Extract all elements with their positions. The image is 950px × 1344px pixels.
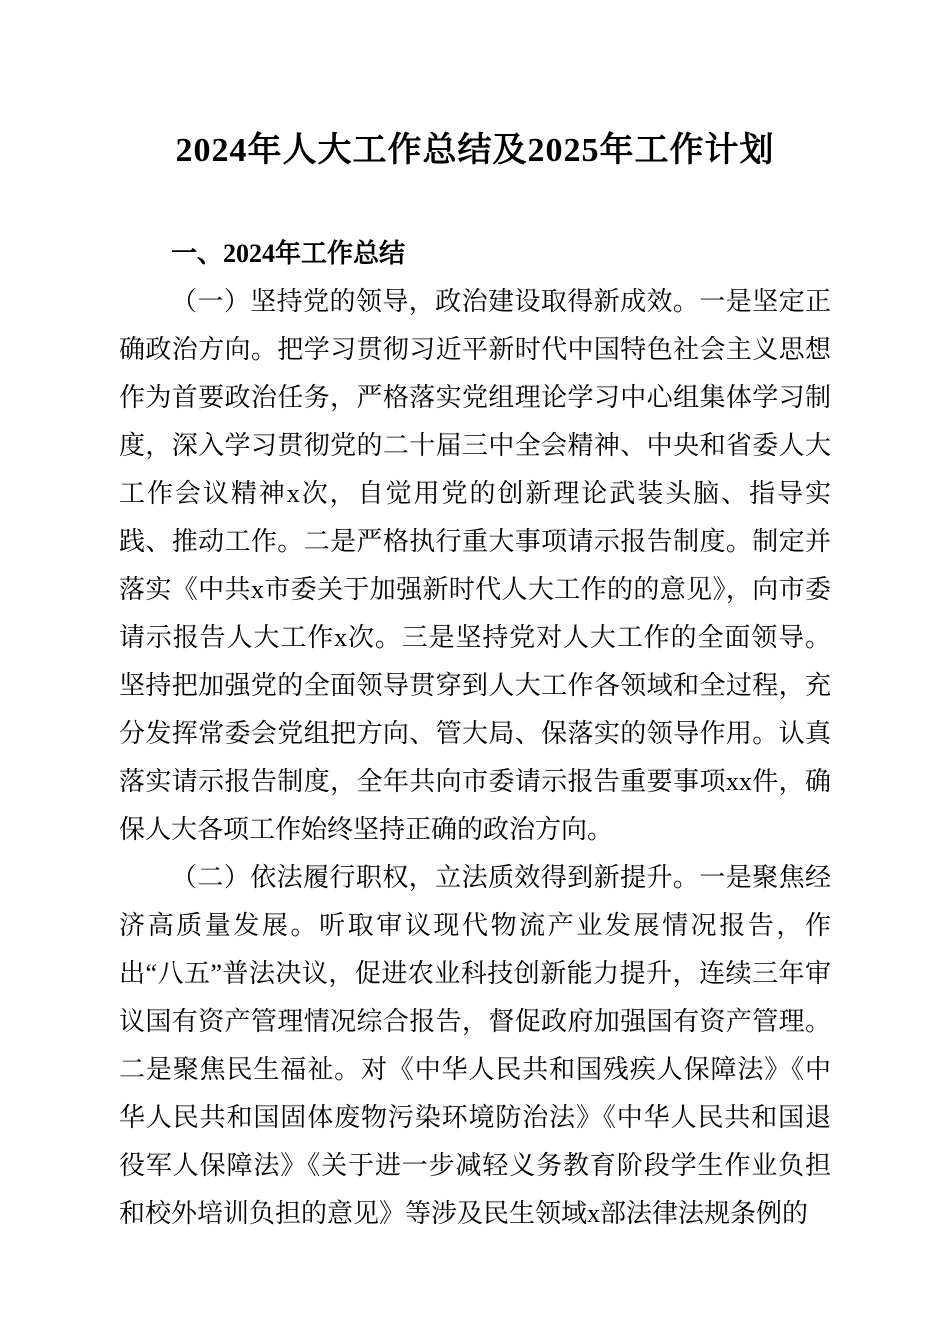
section-2024-work-summary xyxy=(119,230,831,1238)
paragraph-legislation-quality: （二）依法履行职权，立法质效得到新提升。一是聚焦经济高质量发展。听取审议现代物流产业发展情况报告，作出“八五”普法决议，促进农业科技创新能力提升，连续三年审议国有资产管理情况综合报告，督促政府加强国有资产管理。二是聚焦民生福祉。对《中华人民共和国残疾人保障法》《中华人民共和国固体废物污染环境防治法》《中华人民共和国退役军人保障法》《关于进一步减轻义务教育阶段学生作业负担和校外培训负担的意见》等涉及民生领域x部法律法规条例的 xyxy=(119,862,831,1228)
paragraph-party-leadership: （一）坚持党的领导，政治建设取得新成效。一是坚定正确政治方向。把学习贯彻习近平新时代中国特色社会主义思想作为首要政治任务，严格落实党组理论学习中心组集体学习制度，深入学习贯彻党的二十届三中全会精神、中央和省委人大工作会议精神x次，自觉用党的创新理论武装头脑、指导实践、推动工作。二是严格执行重大事项请示报告制度。制定并落实《中共x市委关于加强新时代人大工作的的意见》，向市委请示报告人大工作x次。三是坚持党对人大工作的全面领导。坚持把加强党的全面领导贯穿到人大工作各领域和全过程，充分发挥常委会党组把方向、管大局、保落实的领导作用。认真落实请示报告制度，全年共向市委请示报告重要事项xx件，确保人大各项工作始终坚持正确的政治方向。 xyxy=(119,286,831,844)
document-title: 2024年人大工作总结及2025年工作计划 xyxy=(175,132,775,169)
section-heading-2024-summary: 一、2024年工作总结 xyxy=(171,238,406,268)
